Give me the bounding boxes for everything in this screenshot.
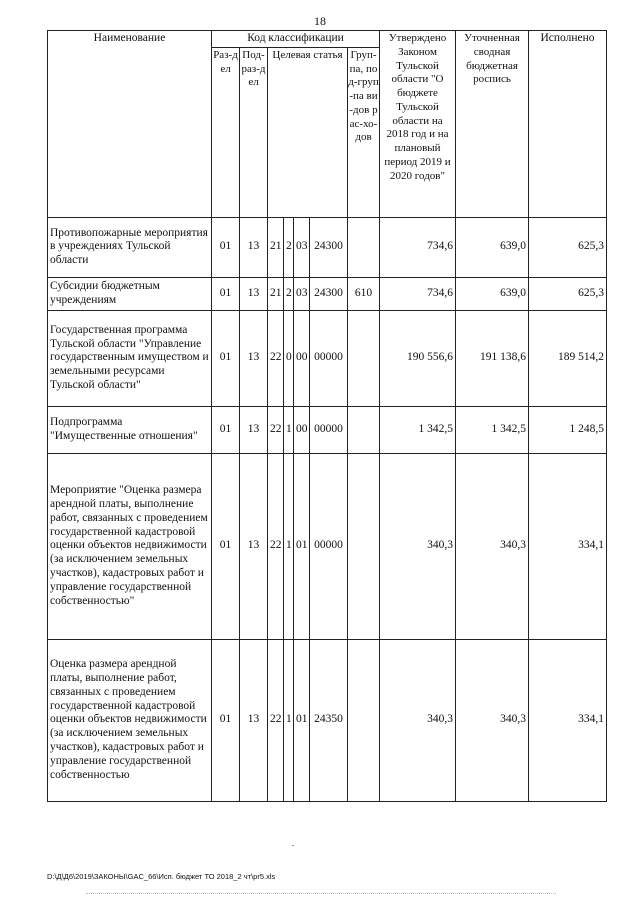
- row-target-direction: 00000: [310, 406, 348, 453]
- row-refined: 1 342,5: [456, 406, 529, 453]
- scan-mark: [292, 845, 294, 846]
- row-target-subprogram: 1: [284, 406, 294, 453]
- row-podrazdel: 13: [240, 277, 268, 310]
- row-razdel: 01: [212, 639, 240, 801]
- table-row: [48, 310, 607, 406]
- header-name: Наименование: [48, 31, 212, 218]
- header-podrazdel: Под-раз-дел: [240, 47, 268, 217]
- row-razdel: 01: [212, 406, 240, 453]
- row-expense-group: [348, 406, 380, 453]
- row-target-event: 03: [294, 277, 310, 310]
- row-target-program: 22: [268, 310, 284, 406]
- row-expense-group: [348, 310, 380, 406]
- table-header: [48, 31, 607, 218]
- row-executed: 1 248,5: [529, 406, 607, 453]
- row-target-subprogram: 1: [284, 639, 294, 801]
- header-executed: Исполнено: [529, 31, 607, 218]
- header-approved: Утверждено Законом Тульской области "О бюджете Тульской области на 2018 год и на плановый период 2019 и 2020 годов": [380, 31, 456, 218]
- header-refined: Уточненная сводная бюджетная роспись: [456, 31, 529, 218]
- row-approved: 190 556,6: [380, 310, 456, 406]
- row-podrazdel: 13: [240, 406, 268, 453]
- row-executed: 334,1: [529, 639, 607, 801]
- row-name: Мероприятие "Оценка размера арендной платы, выполнение работ, связанных с проведением государственной кадастровой оценки объектов недвижимости (за исключением земельных участков), кадастровых работ и управление государственной собственностью": [48, 453, 212, 639]
- row-podrazdel: 13: [240, 217, 268, 277]
- row-name: Государственная программа Тульской области "Управление государственным имуществом и земельными ресурсами Тульской области": [48, 310, 212, 406]
- row-target-program: 22: [268, 639, 284, 801]
- row-target-subprogram: 2: [284, 217, 294, 277]
- header-expense-group: Груп-па, под-груп-па ви-дов рас-хо-дов: [348, 47, 380, 217]
- header-razdel: Раз-дел: [212, 47, 240, 217]
- row-name: Субсидии бюджетным учреждениям: [48, 277, 212, 310]
- row-approved: 1 342,5: [380, 406, 456, 453]
- row-target-subprogram: 2: [284, 277, 294, 310]
- row-executed: 625,3: [529, 217, 607, 277]
- row-target-event: 01: [294, 639, 310, 801]
- row-target-event: 00: [294, 310, 310, 406]
- row-executed: 334,1: [529, 453, 607, 639]
- row-refined: 340,3: [456, 453, 529, 639]
- table-row: [48, 453, 607, 639]
- row-refined: 340,3: [456, 639, 529, 801]
- row-podrazdel: 13: [240, 639, 268, 801]
- row-target-program: 21: [268, 277, 284, 310]
- row-approved: 340,3: [380, 453, 456, 639]
- budget-table: [47, 30, 607, 802]
- row-expense-group: [348, 453, 380, 639]
- row-target-direction: 24300: [310, 277, 348, 310]
- row-target-direction: 00000: [310, 453, 348, 639]
- row-expense-group: [348, 217, 380, 277]
- table-row: [48, 217, 607, 277]
- row-razdel: 01: [212, 217, 240, 277]
- header-code-group: Код классификации: [212, 31, 380, 48]
- row-razdel: 01: [212, 453, 240, 639]
- row-podrazdel: 13: [240, 310, 268, 406]
- row-target-subprogram: 0: [284, 310, 294, 406]
- row-approved: 340,3: [380, 639, 456, 801]
- row-executed: 189 514,2: [529, 310, 607, 406]
- row-name: Противопожарные мероприятия в учреждениях Тульской области: [48, 217, 212, 277]
- row-target-direction: 24300: [310, 217, 348, 277]
- row-approved: 734,6: [380, 217, 456, 277]
- row-podrazdel: 13: [240, 453, 268, 639]
- row-target-event: 01: [294, 453, 310, 639]
- row-executed: 625,3: [529, 277, 607, 310]
- row-refined: 191 138,6: [456, 310, 529, 406]
- row-expense-group: 610: [348, 277, 380, 310]
- row-target-program: 22: [268, 453, 284, 639]
- row-target-event: 00: [294, 406, 310, 453]
- row-expense-group: [348, 639, 380, 801]
- row-target-subprogram: 1: [284, 453, 294, 639]
- table-row: [48, 406, 607, 453]
- row-razdel: 01: [212, 277, 240, 310]
- page-number: 18: [314, 14, 326, 28]
- header-target-article: Целевая статья: [268, 47, 348, 217]
- row-name: Оценка размера арендной платы, выполнение работ, связанных с проведением государственной кадастровой оценки объектов недвижимости (за исключением земельных участков), кадастровых работ и управление государственной собственностью: [48, 639, 212, 801]
- table-row: [48, 639, 607, 801]
- footer-file-path: D:\Д\Д6\2019\ЗАКОНЫ\GAC_66\Исп. бюджет ТО 2018_2 чт\pr5.xls: [47, 872, 276, 881]
- row-name: Подпрограмма "Имущественные отношения": [48, 406, 212, 453]
- row-target-direction: 00000: [310, 310, 348, 406]
- row-refined: 639,0: [456, 277, 529, 310]
- footer-dotted-line: [86, 893, 556, 894]
- table-row: [48, 277, 607, 310]
- row-razdel: 01: [212, 310, 240, 406]
- row-approved: 734,6: [380, 277, 456, 310]
- table-body: [48, 217, 607, 801]
- row-target-program: 21: [268, 217, 284, 277]
- row-target-program: 22: [268, 406, 284, 453]
- row-target-event: 03: [294, 217, 310, 277]
- row-refined: 639,0: [456, 217, 529, 277]
- row-target-direction: 24350: [310, 639, 348, 801]
